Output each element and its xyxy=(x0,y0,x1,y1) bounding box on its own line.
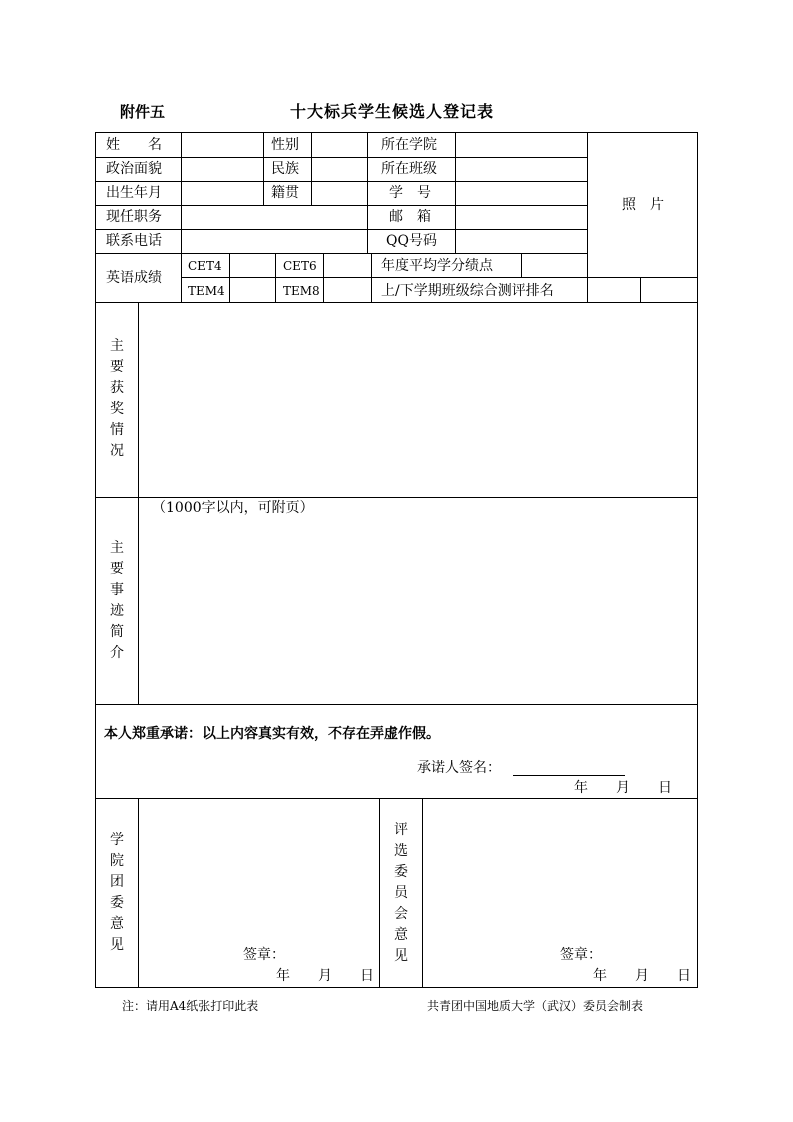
tem4-field[interactable] xyxy=(231,279,273,301)
college-opinion-label: 学院团委意见 xyxy=(110,832,124,953)
attachment-label: 附件五 xyxy=(120,103,166,121)
class-label: 所在班级 xyxy=(381,161,437,177)
college-seal-label: 签章： xyxy=(243,947,285,963)
footer-maker: 共青团中国地质大学（武汉）委员会制表 xyxy=(427,999,644,1013)
english-label: 英语成绩 xyxy=(106,270,162,286)
committee-opinion-date: 年 月 日 xyxy=(593,968,691,984)
pledge-statement: 本人郑重承诺：以上内容真实有效，不存在弄虚作假。 xyxy=(104,726,440,742)
gender-label: 性别 xyxy=(271,137,299,153)
gpa-label: 年度平均学分绩点 xyxy=(381,258,493,274)
qq-label: QQ号码 xyxy=(386,233,437,249)
signer-label: 承诺人签名： xyxy=(417,760,501,776)
student-id-field[interactable] xyxy=(457,182,585,204)
cet6-label: CET6 xyxy=(283,259,317,273)
political-label: 政治面貌 xyxy=(106,161,162,177)
birth-field[interactable] xyxy=(183,182,261,204)
student-id-label: 学 号 xyxy=(389,185,431,201)
ranking-label: 上/下学期班级综合测评排名 xyxy=(381,283,554,299)
pledge-date: 年 月 日 xyxy=(574,780,672,796)
tem8-field[interactable] xyxy=(325,279,369,301)
ranking-semester-1-field[interactable] xyxy=(589,279,638,301)
cet6-field[interactable] xyxy=(325,255,369,276)
deeds-note: （1000字以内，可附页） xyxy=(152,500,314,516)
college-field[interactable] xyxy=(457,134,585,156)
signature-line[interactable] xyxy=(513,775,625,776)
cet4-label: CET4 xyxy=(188,259,222,273)
name-label: 姓 名 xyxy=(106,137,162,153)
ethnicity-field[interactable] xyxy=(313,158,365,180)
name-field[interactable] xyxy=(183,134,261,156)
tem8-label: TEM8 xyxy=(283,284,320,298)
phone-field[interactable] xyxy=(183,230,365,252)
email-label: 邮 箱 xyxy=(389,209,431,225)
gpa-field[interactable] xyxy=(523,255,585,276)
cet4-field[interactable] xyxy=(231,255,273,276)
college-label: 所在学院 xyxy=(381,137,437,153)
deeds-field[interactable] xyxy=(140,520,695,702)
native-place-label: 籍贯 xyxy=(271,185,299,201)
committee-seal-label: 签章： xyxy=(560,947,602,963)
political-field[interactable] xyxy=(183,158,261,180)
college-opinion-date: 年 月 日 xyxy=(276,968,374,984)
photo-label: 照 片 xyxy=(622,197,664,213)
email-field[interactable] xyxy=(457,206,585,228)
position-field[interactable] xyxy=(183,206,365,228)
position-label: 现任职务 xyxy=(106,209,162,225)
awards-field[interactable] xyxy=(140,304,695,495)
ethnicity-label: 民族 xyxy=(271,161,299,177)
phone-label: 联系电话 xyxy=(106,233,162,249)
committee-opinion-label: 评选委员会意见 xyxy=(394,822,408,964)
awards-label: 主要获奖情况 xyxy=(110,338,124,459)
footer-note: 注：请用A4纸张打印此表 xyxy=(122,999,259,1013)
ranking-semester-2-field[interactable] xyxy=(642,279,695,301)
form-title: 十大标兵学生候选人登记表 xyxy=(290,102,495,121)
class-field[interactable] xyxy=(457,158,585,180)
tem4-label: TEM4 xyxy=(188,284,225,298)
birth-label: 出生年月 xyxy=(106,185,162,201)
photo-slot[interactable] xyxy=(589,134,695,276)
deeds-label: 主要事迹简介 xyxy=(110,540,124,661)
qq-field[interactable] xyxy=(457,230,585,252)
gender-field[interactable] xyxy=(313,134,365,156)
native-place-field[interactable] xyxy=(313,182,365,204)
